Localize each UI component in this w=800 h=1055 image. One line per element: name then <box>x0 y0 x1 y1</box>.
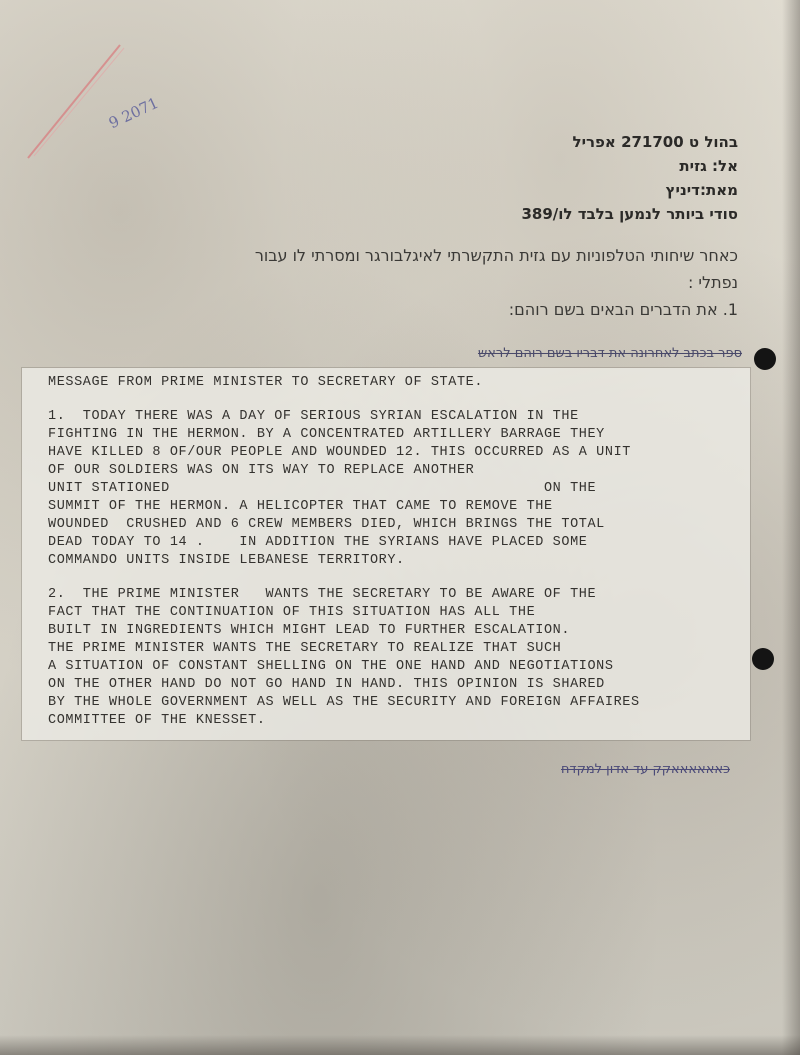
telegram-text <box>48 374 728 730</box>
header-line: אל: גזית <box>679 157 738 175</box>
paragraph-1-line: SUMMIT OF THE HERMON. A HELICOPTER THAT CAME TO REMOVE THE <box>48 499 553 514</box>
body-line: כאחר שיחותי הטלפוניות עם גזית התקשרתי לאיגלבורגר ומסרתי לו עבור <box>254 246 738 265</box>
paragraph-1-line: OF OUR SOLDIERS WAS ON ITS WAY TO REPLACE ANOTHER <box>48 463 475 478</box>
header-line: בהול ט 271700 אפריל <box>572 133 738 151</box>
body-line: נפתלי : <box>687 273 738 292</box>
paragraph-1-line: HAVE KILLED 8 OF/OUR PEOPLE AND WOUNDED 12. THIS OCCURRED AS A UNIT <box>48 445 631 460</box>
paragraph-2-line: THE PRIME MINISTER WANTS THE SECRETARY TO REALIZE THAT SUCH <box>48 641 562 656</box>
punch-hole <box>752 648 774 670</box>
footer-struck-line: כאאאאאאקק עד אדון למקדח <box>561 762 730 777</box>
handwritten-note: 9 2071 <box>106 93 162 133</box>
red-pen-mark <box>20 40 130 160</box>
message-heading: MESSAGE FROM PRIME MINISTER TO SECRETARY OF STATE. <box>48 375 484 390</box>
page-edge-shadow <box>782 0 800 1055</box>
hebrew-header <box>118 130 738 226</box>
paragraph-2-line: BY THE WHOLE GOVERNMENT AS WELL AS THE SECURITY AND FOREIGN AFFAIRES <box>48 695 640 710</box>
paragraph-1-line: FIGHTING IN THE HERMON. BY A CONCENTRATED ARTILLERY BARRAGE THEY <box>48 427 605 442</box>
hebrew-body <box>38 242 738 323</box>
paragraph-1-line: WOUNDED CRUSHED AND 6 CREW MEMBERS DIED, WHICH BRINGS THE TOTAL <box>48 517 605 532</box>
paragraph-1-line: 1. TODAY THERE WAS A DAY OF SERIOUS SYRIAN ESCALATION IN THE <box>48 409 579 424</box>
paragraph-2-line: FACT THAT THE CONTINUATION OF THIS SITUATION HAS ALL THE <box>48 605 536 620</box>
punch-hole <box>754 348 776 370</box>
paragraph-2-line: COMMITTEE OF THE KNESSET. <box>48 713 266 728</box>
body-line: 1. את הדברים הבאים בשם רוהם: <box>508 300 738 319</box>
paragraph-2-line: 2. THE PRIME MINISTER WANTS THE SECRETARY TO BE AWARE OF THE <box>48 587 597 602</box>
paragraph-1-line: UNIT STATIONED ON THE <box>48 481 597 496</box>
header-line: סודי ביותר לנמען בלבד לו/389 <box>521 205 738 223</box>
paragraph-1-line: COMMANDO UNITS INSIDE LEBANESE TERRITORY. <box>48 553 405 568</box>
struck-out-line: ספר בכתב לאחרונה את דבריו בשם רוהם לראש <box>477 346 742 361</box>
paragraph-2-line: BUILT IN INGREDIENTS WHICH MIGHT LEAD TO FURTHER ESCALATION. <box>48 623 571 638</box>
paragraph-1-line: DEAD TODAY TO 14 . IN ADDITION THE SYRIANS HAVE PLACED SOME <box>48 535 588 550</box>
paragraph-2-line: A SITUATION OF CONSTANT SHELLING ON THE ONE HAND AND NEGOTIATIONS <box>48 659 614 674</box>
header-line: מאת:דיניץ <box>665 181 738 199</box>
page-bottom-shadow <box>0 1035 800 1055</box>
paragraph-2-line: ON THE OTHER HAND DO NOT GO HAND IN HAND. THIS OPINION IS SHARED <box>48 677 605 692</box>
